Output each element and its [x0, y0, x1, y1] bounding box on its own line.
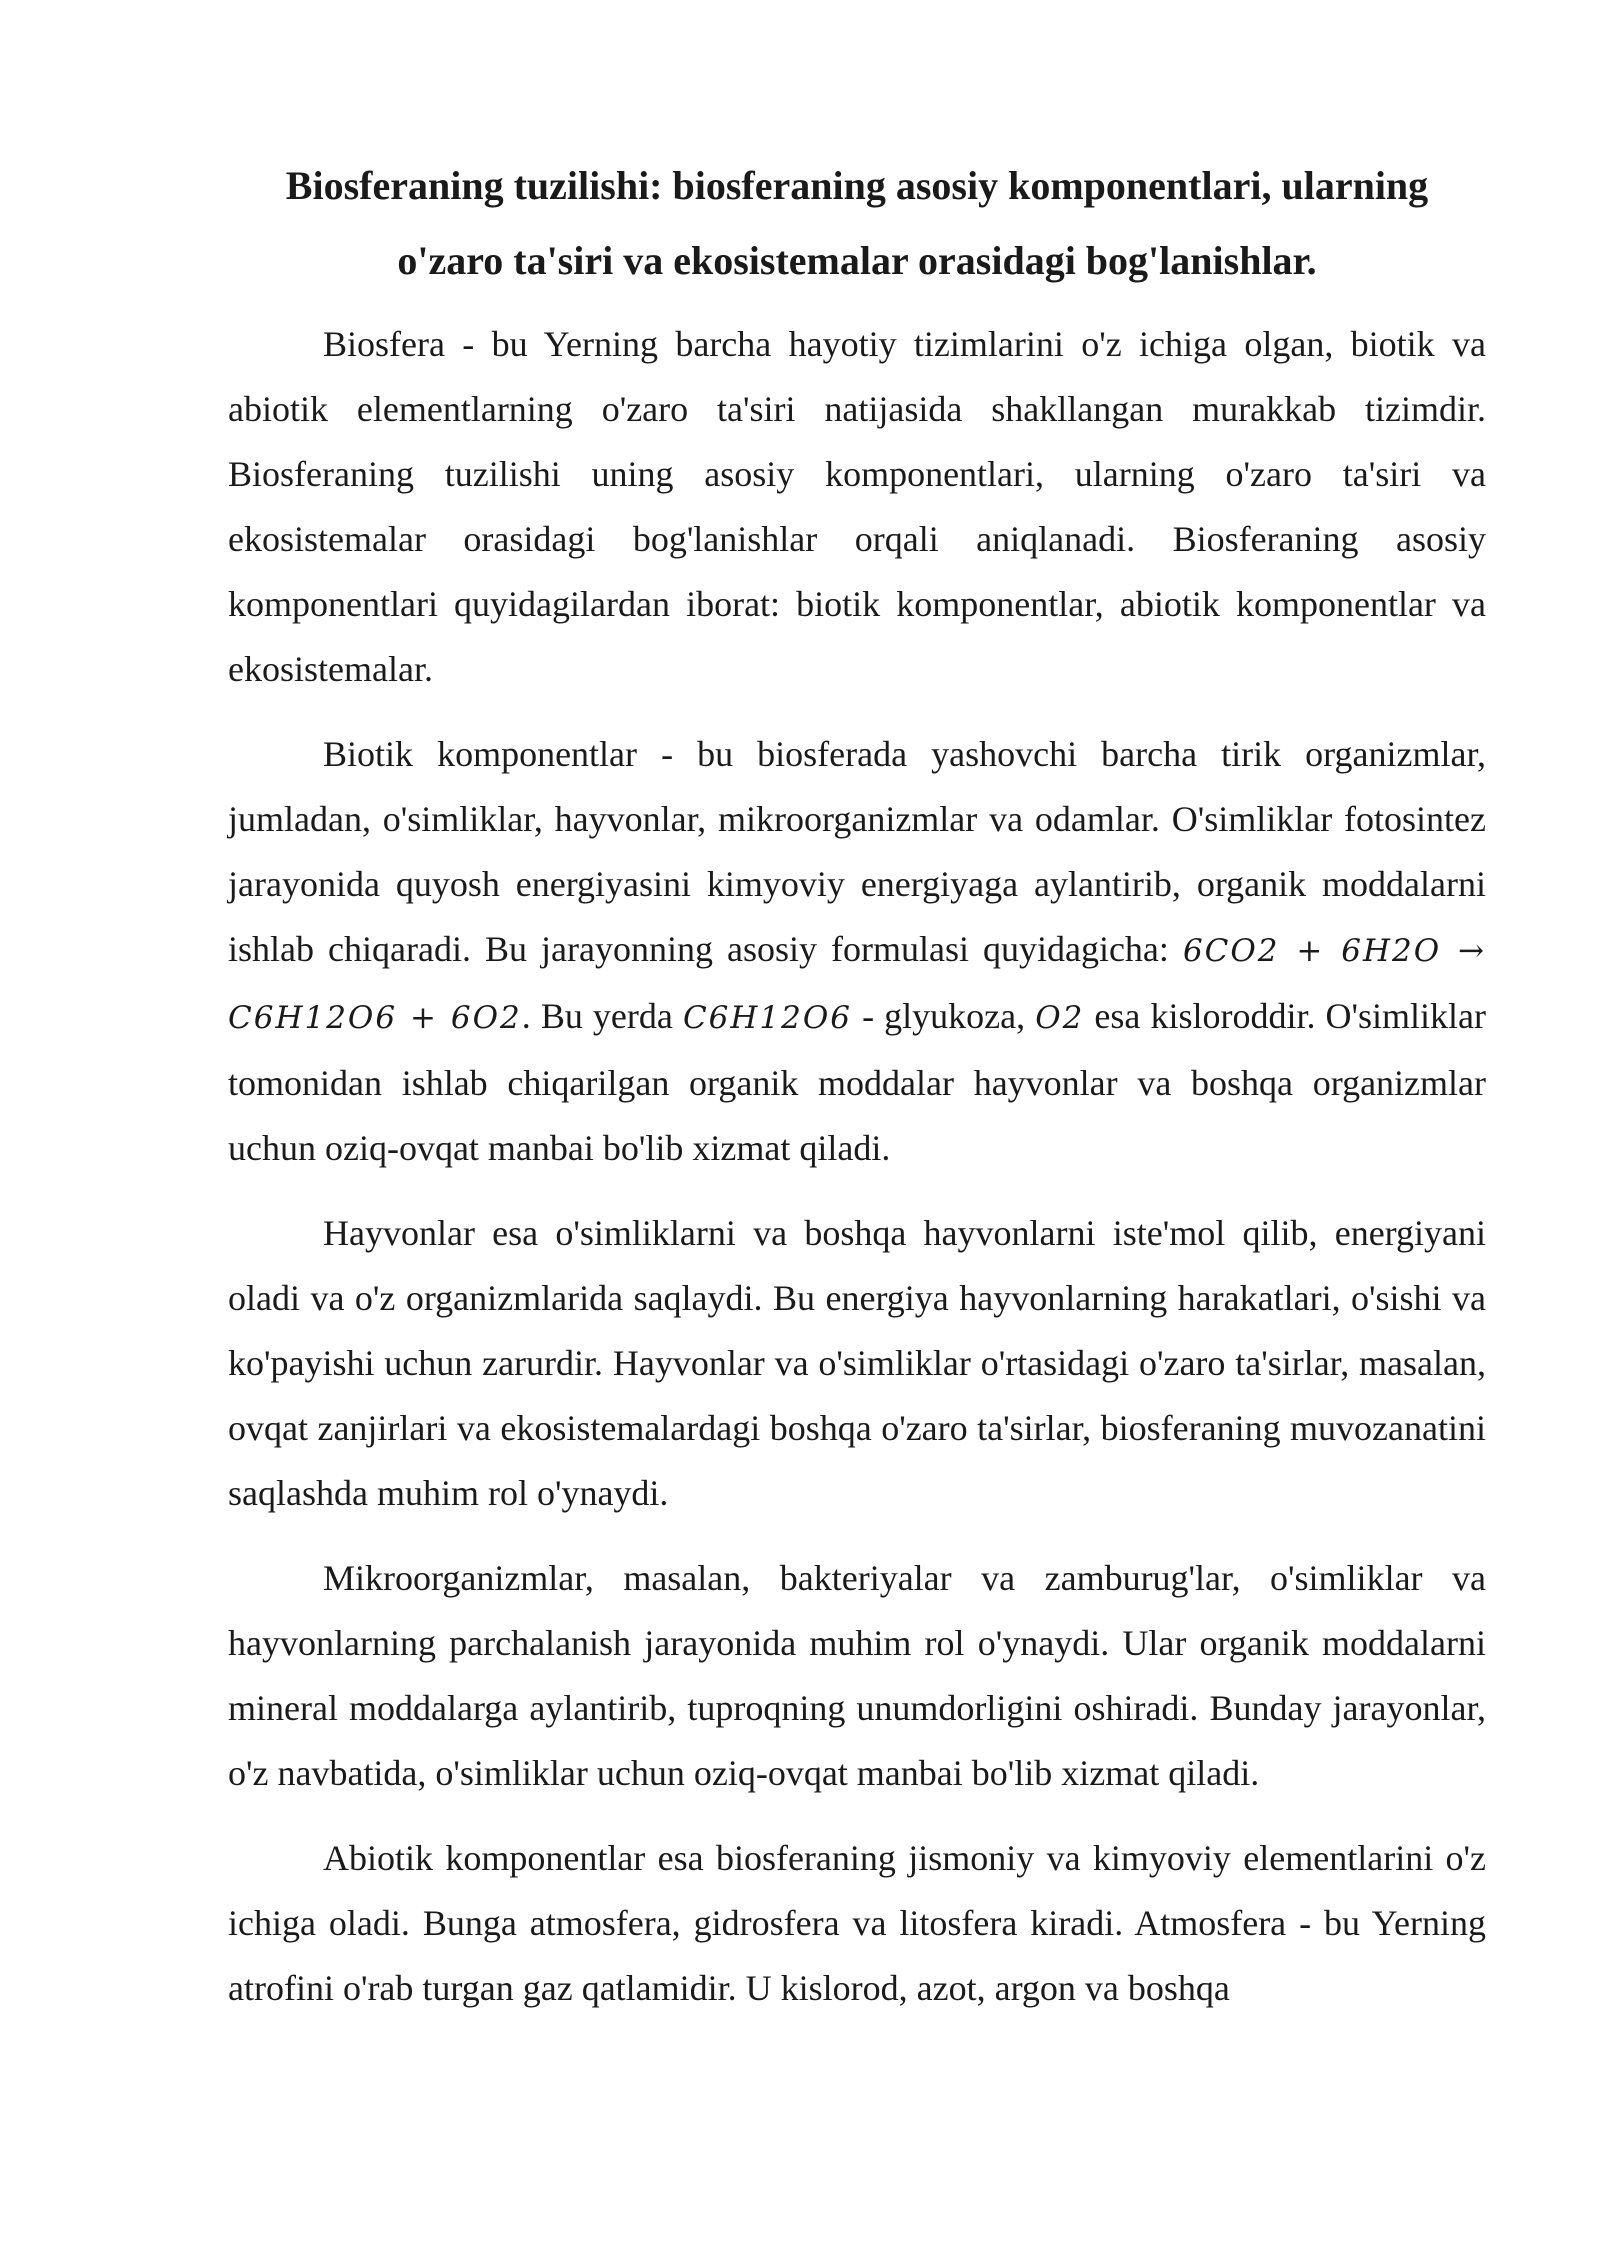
paragraph-text: Biotik komponentlar - bu biosferada yashovchi barcha tirik organizmlar, jumladan, o'simliklar, hayvonlar, mikroorganizmlar va odamlar. O'simliklar fotosintez jarayonida quyosh energiyasini kimyoviy energiyaga aylantirib, organik moddalarni ishlab chiqaradi. Bu jarayonning asosiy formulasi quyidagicha: [228, 734, 1486, 969]
photosynthesis-formula: 6CO2 + 6H2O → C6H12O6 + 6O2 [228, 933, 1486, 1036]
document-page [228, 148, 1486, 2041]
glucose-formula: C6H12O6 [682, 1000, 853, 1036]
paragraph-biosfera-intro: Biosfera - bu Yerning barcha hayotiy tizimlarini o'z ichiga olgan, biotik va abiotik elementlarning o'zaro ta'siri natijasida shakllangan murakkab tizimdir. Biosferaning tuzilishi uning asosiy komponentlari, ularning o'zaro ta'siri va ekosistemalar orasidagi bog'lanishlar orqali aniqlanadi. Biosferaning asosiy komponentlari quyidagilardan iborat: biotik komponentlar, abiotik komponentlar va ekosistemalar. [228, 324, 1486, 689]
oxygen-formula: O2 [1035, 1000, 1085, 1036]
paragraph-mikroorganizmlar: Mikroorganizmlar, masalan, bakteriyalar va zamburug'lar, o'simliklar va hayvonlarning parchalanish jarayonida muhim rol o'ynaydi. Ular organik moddalarni mineral moddalarga aylantirib, tuproqning unumdorligini oshiradi. Bunday jarayonlar, o'z navbatida, o'simliklar uchun oziq-ovqat manbai bo'lib xizmat qiladi. [228, 1558, 1486, 1793]
paragraph-biotik-komponentlar [228, 722, 1486, 1181]
paragraph-text: esa kisloroddir. O'simliklar tomonidan ishlab chiqarilgan organik moddalar hayvonlar va boshqa organizmlar uchun oziq-ovqat manbai bo'lib xizmat qiladi. [228, 996, 1486, 1168]
document-title: Biosferaning tuzilishi: biosferaning asosiy komponentlari, ularning o'zaro ta'siri va ekosistemalar orasidagi bog'lanishlar. [285, 163, 1429, 283]
paragraph-text: - glyukoza, [852, 996, 1036, 1036]
paragraph-hayvonlar: Hayvonlar esa o'simliklarni va boshqa hayvonlarni iste'mol qilib, energiyani oladi va o'z organizmlarida saqlaydi. Bu energiya hayvonlarning harakatlari, o'sishi va ko'payishi uchun zarurdir. Hayvonlar va o'simliklar o'rtasidagi o'zaro ta'sirlar, masalan, ovqat zanjirlari va ekosistemalardagi boshqa o'zaro ta'sirlar, biosferaning muvozanatini saqlashda muhim rol o'ynaydi. [228, 1213, 1486, 1513]
paragraph-abiotik-komponentlar: Abiotik komponentlar esa biosferaning jismoniy va kimyoviy elementlarini o'z ichiga oladi. Bunga atmosfera, gidrosfera va litosfera kiradi. Atmosfera - bu Yerning atrofini o'rab turgan gaz qatlamidir. U kislorod, azot, argon va boshqa [228, 1838, 1486, 2008]
paragraph-text: . Bu yerda [521, 996, 683, 1036]
